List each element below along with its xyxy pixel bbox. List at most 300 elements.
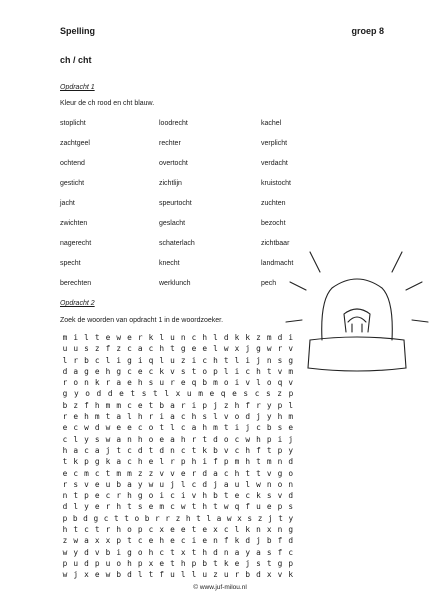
grid-letter: r <box>155 513 160 523</box>
grid-letter: y <box>245 547 251 557</box>
grid-letter: v <box>288 344 294 354</box>
grid-letter: l <box>159 355 165 365</box>
grid-letter: d <box>84 558 89 568</box>
grid-row <box>60 400 296 411</box>
grid-letter: c <box>202 355 208 365</box>
grid-letter: c <box>127 344 132 354</box>
grid-letter: l <box>180 570 186 580</box>
grid-letter: b <box>159 400 165 410</box>
grid-letter: h <box>127 558 132 568</box>
grid-letter: o <box>223 378 229 388</box>
grid-letter: w <box>105 423 111 433</box>
grid-letter: e <box>202 536 208 546</box>
grid-letter: c <box>94 468 100 478</box>
grid-letter: x <box>213 525 218 535</box>
grid-row <box>60 513 296 524</box>
grid-letter: w <box>148 479 154 489</box>
grid-letter: u <box>73 344 79 354</box>
grid-letter: d <box>83 513 88 523</box>
grid-letter: w <box>226 513 232 523</box>
grid-letter: e <box>191 344 197 354</box>
grid-row <box>60 535 296 546</box>
grid-letter: a <box>116 434 122 444</box>
grid-letter: m <box>288 412 294 422</box>
grid-row <box>60 445 296 456</box>
grid-row <box>60 366 296 377</box>
grid-letter: j <box>267 513 273 523</box>
grid-letter: m <box>198 389 203 399</box>
word-item: zichtbaar <box>261 240 290 247</box>
grid-letter: d <box>277 333 283 342</box>
grid-letter: m <box>105 400 111 410</box>
grid-letter: a <box>213 468 218 478</box>
grid-letter: n <box>223 547 229 557</box>
grid-letter: c <box>127 400 132 410</box>
grid-letter: i <box>159 491 165 501</box>
grid-letter: a <box>191 423 197 433</box>
grid-letter: s <box>84 344 89 354</box>
grid-letter: c <box>73 468 79 478</box>
word-item: zuchten <box>261 200 286 207</box>
grid-letter: h <box>116 502 122 512</box>
grid-letter: w <box>105 570 111 580</box>
grid-letter: g <box>84 366 89 376</box>
grid-letter: l <box>206 513 212 523</box>
grid-letter: t <box>94 333 100 342</box>
grid-letter: i <box>191 355 197 365</box>
grid-letter: f <box>105 344 111 354</box>
grid-letter: o <box>148 423 154 433</box>
grid-row <box>60 332 296 343</box>
grid-letter: k <box>105 457 111 467</box>
grid-letter: m <box>288 366 294 376</box>
grid-letter: s <box>266 491 272 501</box>
grid-letter: e <box>209 389 215 399</box>
grid-letter: v <box>170 366 175 376</box>
exercise1-heading: Opdracht 1 <box>60 84 95 91</box>
grid-letter: d <box>213 434 218 444</box>
word-item: stoplicht <box>60 120 86 127</box>
grid-row <box>60 569 296 580</box>
grid-letter: b <box>72 513 78 523</box>
grid-letter: a <box>170 434 175 444</box>
grid-letter: o <box>148 434 154 444</box>
grid-letter: t <box>196 513 201 523</box>
word-item: kruistocht <box>261 180 291 187</box>
grid-letter: e <box>234 558 240 568</box>
grid-letter: t <box>148 445 154 455</box>
grid-letter: h <box>202 547 208 557</box>
grid-letter: t <box>73 525 79 535</box>
grid-letter: v <box>84 479 89 489</box>
grid-letter: n <box>266 355 272 365</box>
grid-letter: z <box>148 468 154 478</box>
grid-letter: i <box>288 333 294 342</box>
exercise2-instruction: Zoek de woorden van opdracht 1 in de woordzoeker. <box>60 317 224 324</box>
grid-letter: a <box>84 536 89 546</box>
grid-letter: i <box>202 457 208 467</box>
grid-letter: h <box>202 333 208 342</box>
grid-letter: e <box>116 423 122 433</box>
grid-letter: i <box>116 547 122 557</box>
grid-letter: j <box>245 558 251 568</box>
grid-letter: p <box>223 457 229 467</box>
grid-letter: i <box>73 333 79 342</box>
grid-letter: y <box>73 389 79 399</box>
grid-letter: e <box>232 389 237 399</box>
grid-letter: e <box>288 423 294 433</box>
grid-letter: y <box>266 412 272 422</box>
grid-letter: c <box>254 389 260 399</box>
grid-letter: e <box>127 378 132 388</box>
grid-letter: d <box>137 445 143 455</box>
grid-letter: e <box>202 344 208 354</box>
grid-letter: f <box>256 445 261 455</box>
grid-letter: g <box>288 525 294 535</box>
grid-letter: i <box>234 378 240 388</box>
grid-letter: i <box>137 355 143 365</box>
grid-letter: t <box>223 423 229 433</box>
grid-letter: e <box>127 333 132 342</box>
grid-letter: x <box>266 525 272 535</box>
grid-letter: h <box>191 457 197 467</box>
grid-letter: b <box>116 570 122 580</box>
grid-letter: m <box>234 457 240 467</box>
grid-letter: b <box>245 570 251 580</box>
grid-letter: r <box>105 525 111 535</box>
grid-row <box>60 558 296 569</box>
grid-letter: z <box>180 355 186 365</box>
grid-letter: b <box>84 355 89 365</box>
grid-letter: x <box>94 536 100 546</box>
grid-letter: f <box>159 570 165 580</box>
grid-letter: l <box>84 333 89 342</box>
grid-letter: h <box>185 513 191 523</box>
grid-letter: q <box>148 355 154 365</box>
grid-letter: l <box>180 479 186 489</box>
word-search-grid <box>60 332 300 581</box>
grid-letter: v <box>159 468 165 478</box>
grid-letter: e <box>62 423 68 433</box>
word-item: rechter <box>159 140 181 147</box>
grid-letter: v <box>223 445 229 455</box>
grid-letter: r <box>234 570 240 580</box>
grid-letter: d <box>256 570 261 580</box>
grid-letter: t <box>127 502 132 512</box>
word-item: verplicht <box>261 140 288 147</box>
word-item: ochtend <box>60 160 85 167</box>
grid-letter: v <box>277 570 283 580</box>
grid-letter: s <box>256 558 261 568</box>
grid-letter: c <box>127 457 132 467</box>
grid-letter: r <box>62 412 68 422</box>
grid-letter: s <box>288 502 294 512</box>
grid-letter: b <box>62 400 68 410</box>
grid-letter: f <box>277 547 283 557</box>
grid-letter: l <box>234 355 240 365</box>
grid-letter: d <box>127 570 132 580</box>
grid-letter: c <box>137 423 143 433</box>
grid-letter: l <box>213 333 218 342</box>
grid-letter: h <box>180 434 186 444</box>
grid-letter: u <box>170 333 175 342</box>
grid-letter: p <box>277 502 283 512</box>
grid-letter: n <box>213 536 218 546</box>
grid-letter: c <box>245 366 251 376</box>
grid-letter: p <box>84 457 89 467</box>
grid-letter: h <box>116 525 122 535</box>
grid-letter: s <box>137 502 143 512</box>
grid-letter: g <box>256 344 261 354</box>
grid-letter: l <box>234 525 240 535</box>
grid-letter: z <box>94 344 100 354</box>
grid-letter: c <box>103 513 109 523</box>
grid-letter: l <box>191 570 197 580</box>
grid-letter: t <box>256 468 261 478</box>
grid-letter: e <box>234 491 240 501</box>
grid-letter: t <box>223 491 229 501</box>
grid-letter: o <box>202 366 208 376</box>
grid-letter: c <box>234 434 240 444</box>
grid-letter: e <box>73 412 79 422</box>
grid-row <box>60 411 296 422</box>
grid-letter: g <box>93 513 99 523</box>
grid-letter: t <box>148 400 154 410</box>
grid-letter: g <box>288 355 294 365</box>
grid-letter: o <box>73 378 79 388</box>
word-item: werklunch <box>159 280 191 287</box>
grid-letter: k <box>234 333 240 342</box>
grid-letter: e <box>180 378 186 388</box>
grid-letter: y <box>84 502 89 512</box>
grid-letter: h <box>234 468 240 478</box>
grid-letter: p <box>213 366 218 376</box>
grid-letter: c <box>127 445 132 455</box>
grid-letter: t <box>191 366 197 376</box>
grid-letter: r <box>62 479 68 489</box>
grid-letter: s <box>202 412 208 422</box>
grid-letter: n <box>170 445 175 455</box>
grid-letter: z <box>62 536 68 546</box>
grid-letter: x <box>234 344 240 354</box>
grid-letter: g <box>180 344 186 354</box>
word-item: overtocht <box>159 160 188 167</box>
grid-letter: y <box>266 400 272 410</box>
grid-letter: k <box>245 333 251 342</box>
grid-letter: l <box>245 479 251 489</box>
siren-lamp-icon <box>282 240 432 390</box>
grid-row <box>60 355 296 366</box>
grid-letter: m <box>213 423 218 433</box>
grid-letter: d <box>202 479 208 489</box>
grid-letter: j <box>73 570 79 580</box>
grid-letter: a <box>256 547 261 557</box>
grid-letter: r <box>62 378 68 388</box>
grid-letter: o <box>234 412 240 422</box>
grid-letter: h <box>191 412 197 422</box>
grid-letter: o <box>116 558 122 568</box>
grid-letter: r <box>191 434 197 444</box>
grid-letter: a <box>73 445 79 455</box>
grid-letter: b <box>202 558 208 568</box>
grid-letter: j <box>256 412 261 422</box>
grid-letter: r <box>148 412 154 422</box>
grid-letter: c <box>223 525 229 535</box>
grid-letter: w <box>73 536 79 546</box>
grid-letter: l <box>159 333 165 342</box>
grid-letter: t <box>153 389 158 399</box>
grid-row <box>60 547 296 558</box>
grid-letter: o <box>288 468 294 478</box>
grid-letter: i <box>191 536 197 546</box>
grid-letter: w <box>223 344 229 354</box>
grid-letter: k <box>256 491 261 501</box>
grid-letter: i <box>277 434 283 444</box>
grid-letter: t <box>94 525 100 535</box>
grid-letter: n <box>256 525 261 535</box>
grid-letter: t <box>213 558 218 568</box>
grid-letter: z <box>73 400 79 410</box>
grid-letter: c <box>245 491 251 501</box>
grid-letter: l <box>213 412 218 422</box>
grid-letter: w <box>105 434 111 444</box>
grid-letter: n <box>62 491 68 501</box>
grid-letter: y <box>137 479 143 489</box>
grid-letter: c <box>234 445 240 455</box>
grid-letter: z <box>223 400 229 410</box>
grid-letter: t <box>105 468 111 478</box>
grid-letter: r <box>105 502 111 512</box>
grid-letter: l <box>256 378 261 388</box>
grid-letter: p <box>84 491 89 501</box>
grid-letter: h <box>137 434 143 444</box>
grid-letter: e <box>94 491 100 501</box>
grid-letter: h <box>105 366 111 376</box>
grid-letter: h <box>277 412 283 422</box>
grid-letter: x <box>237 513 242 523</box>
grid-letter: k <box>202 445 208 455</box>
grid-row <box>60 388 296 399</box>
grid-letter: w <box>245 434 251 444</box>
grid-letter: a <box>170 400 175 410</box>
grid-letter: d <box>288 457 294 467</box>
grid-letter: u <box>202 570 208 580</box>
grid-letter: q <box>220 389 226 399</box>
grid-letter: u <box>170 355 175 365</box>
grid-letter: u <box>159 378 165 388</box>
grid-letter: a <box>137 344 143 354</box>
grid-letter: e <box>180 468 186 478</box>
grid-letter: a <box>216 513 222 523</box>
grid-letter: k <box>288 570 294 580</box>
grid-letter: v <box>223 412 229 422</box>
topic-subtitle: ch / cht <box>60 55 92 65</box>
grid-letter: e <box>94 366 100 376</box>
grid-letter: g <box>277 558 283 568</box>
grid-letter: i <box>234 423 240 433</box>
word-item: jacht <box>60 200 75 207</box>
grid-letter: h <box>202 423 208 433</box>
grid-letter: x <box>266 570 272 580</box>
grid-letter: q <box>277 378 283 388</box>
grid-letter: r <box>105 378 111 388</box>
grid-letter: t <box>113 513 119 523</box>
grid-letter: j <box>288 434 294 444</box>
grid-letter: c <box>148 344 154 354</box>
grid-letter: j <box>256 536 261 546</box>
grid-letter: x <box>175 389 181 399</box>
grid-letter: h <box>245 457 251 467</box>
grid-letter: u <box>256 502 261 512</box>
footer-copyright: © www.juf-milou.nl <box>193 584 247 591</box>
grid-letter: u <box>170 570 175 580</box>
grid-letter: h <box>234 400 240 410</box>
grid-letter: g <box>277 468 283 478</box>
grid-letter: e <box>119 389 124 399</box>
grid-letter: c <box>180 423 186 433</box>
grid-letter: u <box>223 570 229 580</box>
grid-letter: l <box>213 344 218 354</box>
grid-letter: l <box>288 400 294 410</box>
grid-letter: d <box>62 502 68 512</box>
grid-letter: d <box>288 536 294 546</box>
grid-letter: j <box>105 445 111 455</box>
grid-letter: s <box>180 366 186 376</box>
grid-letter: o <box>223 434 229 444</box>
grid-letter: t <box>159 423 165 433</box>
grid-letter: j <box>213 400 218 410</box>
grid-letter: s <box>94 434 100 444</box>
grid-letter: s <box>266 547 272 557</box>
grid-letter: p <box>62 558 68 568</box>
grid-letter: z <box>256 333 261 342</box>
grid-letter: h <box>245 445 251 455</box>
grid-row <box>60 377 296 388</box>
grid-letter: r <box>170 378 175 388</box>
grid-letter: i <box>191 400 197 410</box>
grid-letter: v <box>245 378 251 388</box>
grid-letter: c <box>94 355 100 365</box>
grid-letter: c <box>191 333 197 342</box>
grid-letter: t <box>278 513 283 523</box>
grid-letter: v <box>170 468 175 478</box>
grid-letter: g <box>116 366 122 376</box>
grid-letter: v <box>94 547 100 557</box>
word-item: verdacht <box>261 160 288 167</box>
word-item: nagerecht <box>60 240 92 247</box>
grid-letter: w <box>116 333 122 342</box>
grid-letter: n <box>127 434 132 444</box>
grid-letter: d <box>223 333 229 342</box>
grid-letter: a <box>94 445 100 455</box>
grid-letter: t <box>256 457 261 467</box>
grid-letter: e <box>94 570 100 580</box>
grid-letter: n <box>180 333 186 342</box>
grid-letter: g <box>127 547 132 557</box>
grid-letter: m <box>84 468 89 478</box>
grid-letter: c <box>73 423 79 433</box>
grid-letter: e <box>266 502 272 512</box>
grid-letter: l <box>105 355 111 365</box>
grid-letter: c <box>180 536 186 546</box>
grid-row <box>60 490 296 501</box>
grid-letter: t <box>73 491 79 501</box>
grid-letter: t <box>191 502 197 512</box>
grid-letter: p <box>277 445 283 455</box>
grid-letter: c <box>84 445 89 455</box>
grid-letter: j <box>213 479 218 489</box>
grid-letter: c <box>148 366 154 376</box>
